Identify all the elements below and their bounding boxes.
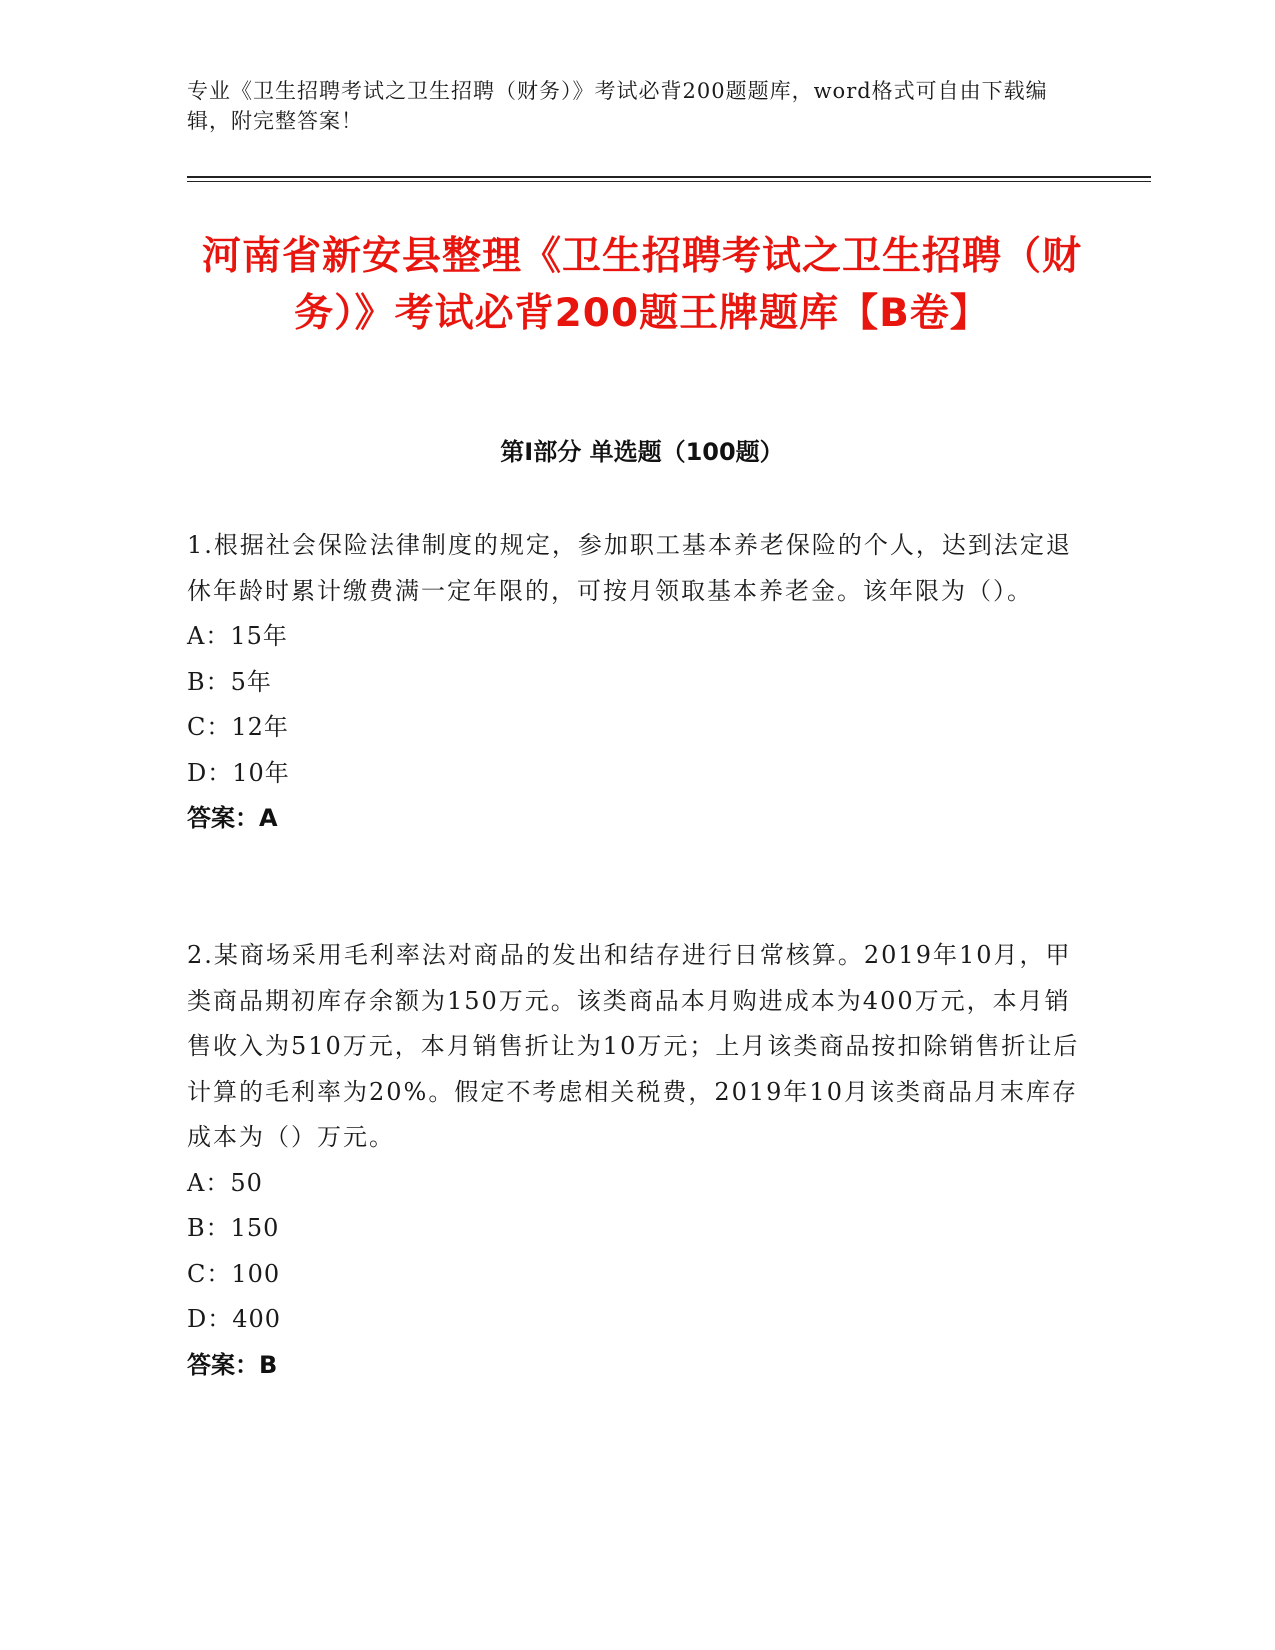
question-stem: 1.根据社会保险法律制度的规定，参加职工基本养老保险的个人，达到法定退休年龄时累计缴费满一定年限的，可按月领取基本养老金。该年限为（）。 — [187, 531, 1072, 605]
answer: 答案：A — [187, 804, 278, 832]
header-divider-thick — [187, 176, 1151, 178]
question-stem: 2.某商场采用毛利率法对商品的发出和结存进行日常核算。2019年10月，甲类商品期初库存余额为150万元。该类商品本月购进成本为400万元，本月销售收入为510万元，本月销售折让为10万元；上月该类商品按扣除销售折让后计算的毛利率为20%。假定不考虑相关税费，2019年10月该类商品月末库存成本为（）万元。 — [187, 941, 1080, 1151]
header-note: 专业《卫生招聘考试之卫生招聘（财务）》考试必背200题题库，word格式可自由下载编辑，附完整答案！ — [187, 79, 1048, 133]
question-2 — [187, 933, 1092, 1388]
option-d: D：400 — [187, 1305, 282, 1333]
option-b: B：5年 — [187, 667, 272, 696]
answer: 答案：B — [187, 1350, 278, 1379]
question-1 — [187, 523, 1092, 842]
option-a: A：15年 — [187, 622, 288, 650]
header-divider-thin — [187, 181, 1151, 182]
option-a: A：50 — [187, 1168, 263, 1197]
option-c: C：12年 — [187, 713, 289, 741]
document-title: 河南省新安县整理《卫生招聘考试之卫生招聘（财务）》考试必背200题王牌题库【B卷】 — [201, 234, 1082, 336]
option-b: B：150 — [187, 1214, 280, 1242]
option-d: D：10年 — [187, 758, 290, 787]
option-c: C：100 — [187, 1259, 281, 1288]
section-title: 第I部分 单选题（100题） — [500, 438, 784, 466]
